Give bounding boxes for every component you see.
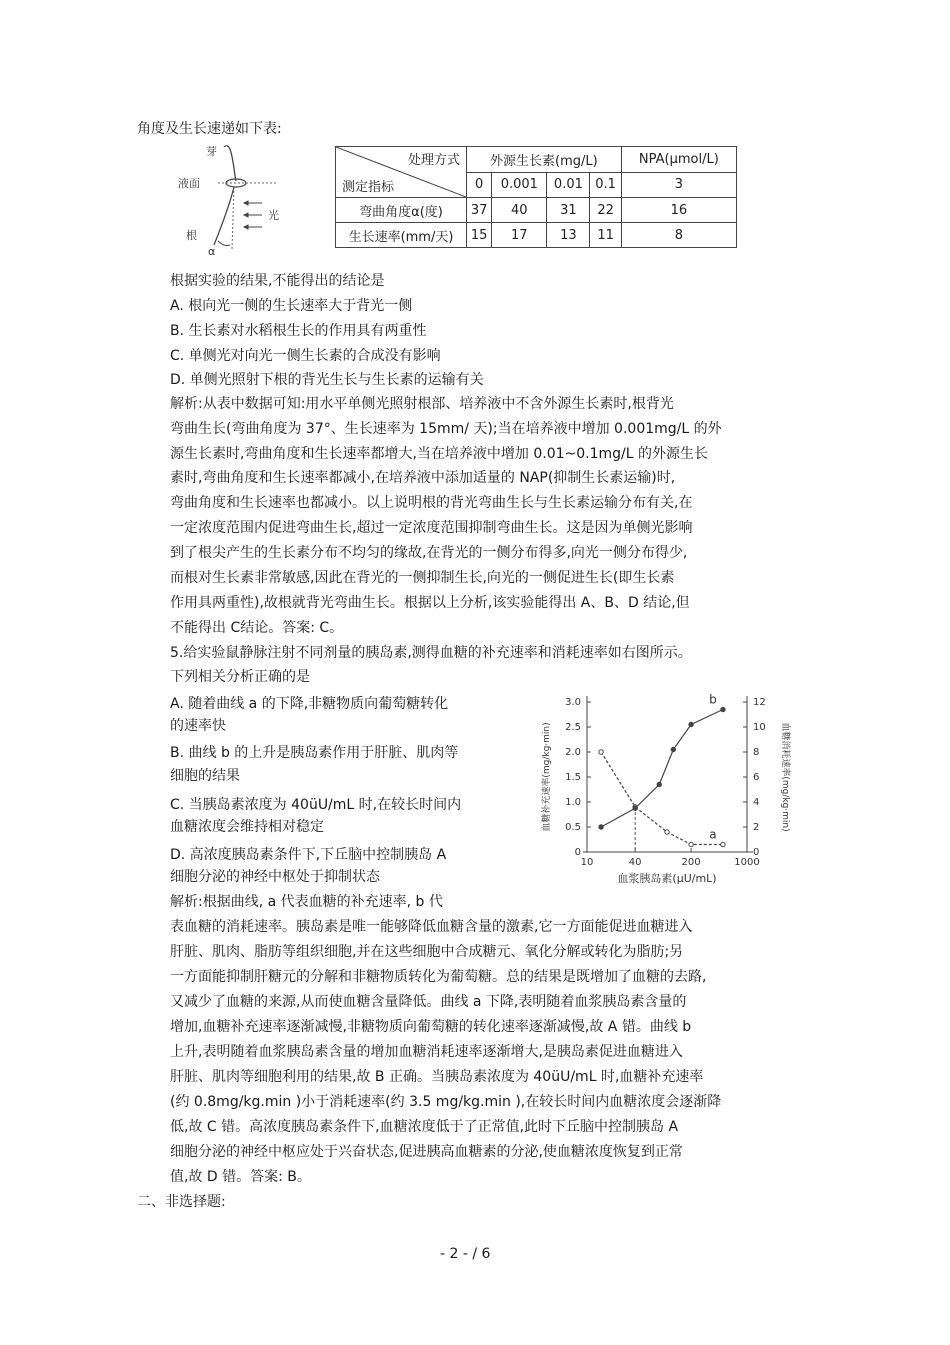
seedling-alpha-label: α	[208, 245, 216, 258]
chart-tick-label-left: 0.5	[565, 822, 581, 833]
q4-analysis-line: 弯曲生长(弯曲角度为 37°、生长速率为 15mm/ 天);当在培养液中增加 0.001mg/L 的外	[170, 421, 722, 437]
chart-y-axis-label-left: 血糖补充速率(mg/kg·min)	[542, 722, 552, 832]
chart-y-axis-label-right: 血糖消耗速率(mg/kg·min)	[780, 722, 790, 832]
chart-tick-label-left: 2.0	[565, 747, 581, 758]
table-cell: 17	[492, 223, 547, 248]
table-conc: 0.01	[547, 172, 590, 198]
chart-point-b	[657, 782, 661, 786]
seedling-liquid-label: 液面	[178, 177, 200, 190]
table-cell: 22	[590, 198, 621, 223]
seedling-root-label: 根	[186, 229, 197, 242]
table-cell: 8	[621, 223, 736, 248]
table-cell: 40	[492, 198, 547, 223]
q5-option-c-cont: 血糖浓度会维持相对稳定	[170, 819, 324, 835]
section-heading: 二、非选择题:	[137, 1194, 226, 1210]
q5-analysis-line: 肝脏、肌肉、脂肪等组织细胞,并在这些细胞中合成糖元、氧化分解或转化为脂肪;另	[170, 944, 684, 960]
table-row-label: 生长速率(mm/天)	[336, 223, 467, 248]
table-corner-top: 处理方式	[407, 153, 460, 168]
q4-option-b: B. 生长素对水稻根生长的作用具有两重性	[170, 323, 427, 339]
table-cell: 31	[547, 198, 590, 223]
chart-series-line-a	[601, 752, 723, 845]
q4-analysis-line: 而根对生长素非常敏感,因此在背光的一侧抑制生长,向光的一侧促进生长(即生长素	[170, 570, 675, 586]
q5-option-a-cont: 的速率快	[170, 718, 226, 734]
q5-analysis-line: 又减少了血糖的来源,从而使血糖含量降低。曲线 a 下降,表明随着血浆胰岛素含量的	[170, 994, 687, 1010]
q5-stem-line: 5.给实验鼠静脉注射不同剂量的胰岛素,测得血糖的补充速率和消耗速率如右图所示。	[170, 645, 692, 661]
q4-option-c: C. 单侧光对向光一侧生长素的合成没有影响	[170, 348, 441, 364]
table-group-auxin: 外源生长素(mg/L)	[467, 147, 622, 173]
chart-point-b	[721, 707, 725, 711]
table-cell: 16	[621, 198, 736, 223]
chart-tick-label-right: 2	[753, 822, 760, 833]
q5-analysis-line: (约 0.8mg/kg.min )小于消耗速率(约 3.5 mg/kg.min ),在较长时间内血糖浓度会逐渐降	[170, 1094, 722, 1110]
chart-tick-label-right: 0	[753, 847, 760, 858]
table-conc: 0.001	[492, 172, 547, 198]
chart-tick-label-x: 1000	[734, 857, 760, 868]
chart-x-axis-label: 血浆胰岛素(μU/mL)	[617, 872, 717, 885]
q5-analysis-line: 一方面能抑制肝糖元的分解和非糖物质转化为葡萄糖。总的结果是既增加了血糖的去路,	[170, 969, 707, 985]
page-footer: - 2 - / 6	[440, 1246, 491, 1262]
chart-point-a	[665, 830, 669, 834]
chart-point-b	[689, 722, 693, 726]
table-row	[336, 198, 737, 223]
chart-series-label-a: a	[709, 827, 717, 842]
q5-analysis-line: 上升,表明随着血浆胰岛素含量的增加血糖消耗速率逐渐增大,是胰岛素促进血糖进入	[170, 1044, 683, 1060]
table-group-npa: NPA(μmol/L)	[621, 147, 736, 173]
table-row-label: 弯曲角度α(度)	[336, 198, 467, 223]
table-conc: 0	[467, 172, 492, 198]
q4-analysis-line: 作用具两重性),故根就背光弯曲生长。根据以上分析,该实验能得出 A、B、D 结论,但	[170, 595, 690, 611]
table-cell: 37	[467, 198, 492, 223]
seedling-light-label: 光	[268, 209, 279, 222]
q5-option-d: D. 高浓度胰岛素条件下,下丘脑中控制胰岛 A	[170, 847, 447, 863]
q4-analysis-line: 到了根尖产生的生长素分布不均匀的缘故,在背光的一侧分布得多,向光一侧分布得少,	[170, 545, 688, 561]
q4-analysis-line: 素时,弯曲角度和生长速率都减小,在培养液中添加适量的 NAP(抑制生长素运输)时,	[170, 470, 676, 486]
intro-line: 角度及生长速递如下表:	[137, 121, 282, 137]
chart-series-line-b	[601, 710, 723, 828]
table-conc: 3	[621, 172, 736, 198]
chart-tick-label-right: 10	[753, 722, 766, 733]
q5-analysis-line: 肝脏、肌肉等细胞利用的结果,故 B 正确。当胰岛素浓度为 40üU/mL 时,血糖补充速率	[170, 1069, 704, 1085]
q4-analysis-line: 一定浓度范围内促进弯曲生长,超过一定浓度范围抑制弯曲生长。这是因为单侧光影响	[170, 520, 693, 536]
q4-option-d: D. 单侧光照射下根的背光生长与生长素的运输有关	[170, 372, 484, 388]
q4-analysis-line: 源生长素时,弯曲角度和生长速率都增大,当在培养液中增加 0.01~0.1mg/L 的外源生长	[170, 446, 709, 462]
q5-option-b-cont: 细胞的结果	[170, 768, 240, 784]
q5-stem-line: 下列相关分析正确的是	[170, 669, 310, 685]
table-row	[336, 223, 737, 248]
chart-tick-label-left: 1.0	[565, 797, 581, 808]
chart-tick-label-right: 12	[753, 697, 766, 708]
chart-point-a	[599, 750, 603, 754]
chart-tick-label-right: 8	[753, 747, 760, 758]
q5-analysis-line: 解析:根据曲线, a 代表血糖的补充速率, b 代	[170, 894, 443, 910]
table-cell: 13	[547, 223, 590, 248]
chart-tick-label-x: 10	[580, 857, 594, 868]
q5-analysis-line: 值,故 D 错。答案: B。	[170, 1169, 311, 1185]
chart-point-b	[599, 825, 603, 829]
chart-point-a	[721, 842, 725, 846]
chart-tick-label-right: 6	[753, 772, 760, 783]
insulin-chart	[535, 688, 795, 898]
chart-tick-label-left: 3.0	[565, 697, 581, 708]
chart-series-label-b: b	[709, 692, 717, 707]
chart-tick-label-right: 4	[753, 797, 760, 808]
seedling-diagram	[178, 141, 290, 259]
chart-tick-label-x: 40	[628, 857, 642, 868]
q4-analysis-line: 不能得出 C结论。答案: C。	[170, 620, 344, 636]
q5-option-a: A. 随着曲线 a 的下降,非糖物质向葡萄糖转化	[170, 696, 449, 712]
q5-option-d-cont: 细胞分泌的神经中枢处于抑制状态	[170, 869, 380, 885]
q4-option-a: A. 根向光一侧的生长速率大于背光一侧	[170, 298, 413, 314]
table-cell: 11	[590, 223, 621, 248]
q5-option-b: B. 曲线 b 的上升是胰岛素作用于肝脏、肌肉等	[170, 745, 459, 761]
chart-tick-label-left: 2.5	[565, 722, 581, 733]
table-corner-bottom: 测定指标	[342, 180, 395, 195]
chart-point-b	[671, 747, 675, 751]
chart-tick-label-left: 1.5	[565, 772, 581, 783]
q5-analysis-line: 低,故 C 错。高浓度胰岛素条件下,血糖浓度低于了正常值,此时下丘脑中控制胰岛 A	[170, 1119, 679, 1135]
chart-tick-label-x: 200	[681, 857, 701, 868]
q5-analysis-line: 表血糖的消耗速率。胰岛素是唯一能够降低血糖含量的激素,它一方面能促进血糖进入	[170, 919, 693, 935]
q5-analysis-line: 细胞分泌的神经中枢应处于兴奋状态,促进胰高血糖素的分泌,使血糖浓度恢复到正常	[170, 1144, 683, 1160]
q5-option-c: C. 当胰岛素浓度为 40üU/mL 时,在较长时间内	[170, 797, 462, 813]
table-cell: 15	[467, 223, 492, 248]
chart-tick-label-left: 0	[574, 847, 581, 858]
chart-point-a	[689, 842, 693, 846]
q4-stem: 根据实验的结果,不能得出的结论是	[170, 273, 385, 289]
table-conc: 0.1	[590, 172, 621, 198]
seedling-bud-label: 芽	[206, 145, 217, 158]
chart-point-b	[633, 806, 637, 810]
table-corner-cell	[336, 147, 467, 198]
experiment-table	[335, 146, 737, 248]
q5-analysis-line: 增加,血糖补充速率逐渐减慢,非糖物质向葡萄糖的转化速率逐渐减慢,故 A 错。曲线 b	[170, 1019, 692, 1035]
q4-analysis-line: 解析:从表中数据可知:用水平单侧光照射根部、培养液中不含外源生长素时,根背光	[170, 396, 674, 412]
q4-analysis-line: 弯曲角度和生长速率也都减小。以上说明根的背光弯曲生长与生长素运输分布有关,在	[170, 495, 693, 511]
